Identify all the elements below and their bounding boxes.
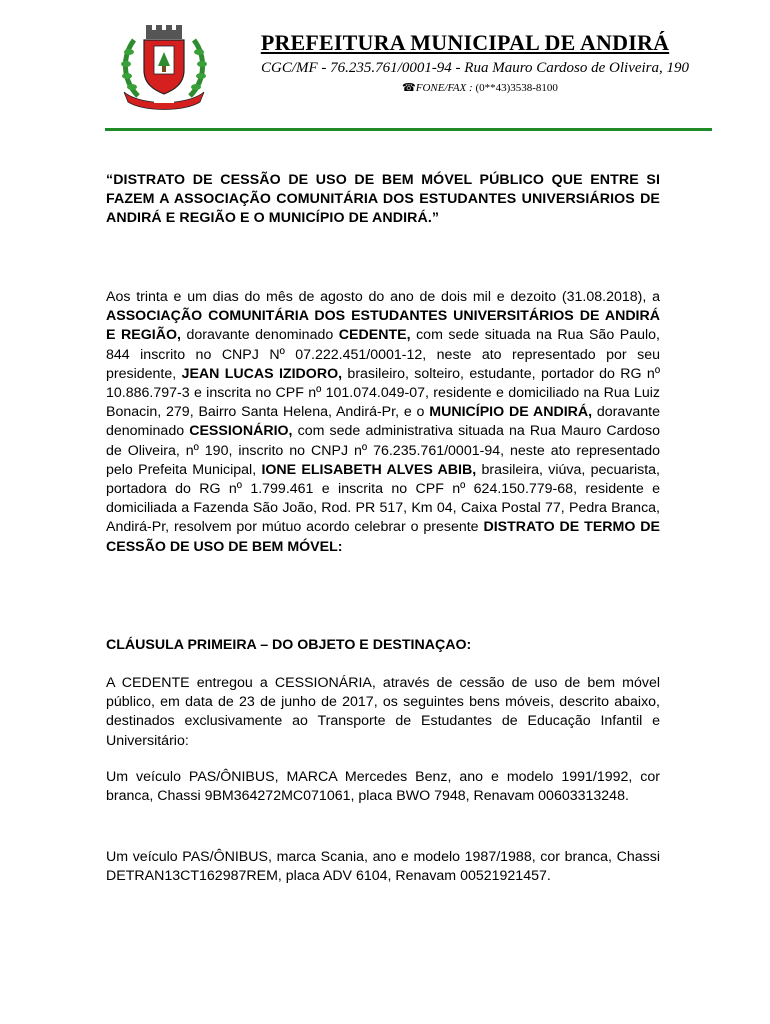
- phone-number: (0**43)3538-8100: [475, 82, 558, 94]
- intro-text: com sede situada na Rua São Paulo, 844 inscrito no CNPJ Nº 07.222.451/0001-12, neste ato representado por seu presidente,: [106, 327, 660, 382]
- intro-bold: MUNICÍPIO DE ANDIRÁ,: [429, 404, 593, 421]
- intro-bold: JEAN LUCAS IZIDORO,: [181, 365, 343, 382]
- intro-bold: ASSOCIAÇÃO COMUNITÁRIA DOS ESTUDANTES UNIVERSITÁRIOS DE ANDIRÁ E REGIÃO,: [106, 308, 660, 344]
- intro-text: com sede administrativa situada na Rua Mauro Cardoso de Oliveira, nº 190, inscrito no CNPJ nº 76.235.761/0001-94, neste ato representado pelo Prefeita Municipal,: [106, 423, 660, 478]
- clause-paragraph: A CEDENTE entregou a CESSIONÁRIA, através de cessão de uso de bem móvel público, em data de 23 de junho de 2017, os seguintes bens móveis, descrito abaixo, destinados exclusivamente ao Transporte de Estudantes de Educação Infantil e Universitário:: [106, 675, 660, 749]
- intro-text: brasileiro, solteiro, estudante, portador do RG nº 10.886.797-3 e inscrita no CPF nº 101.074.049-07, residente e domiciliado na Rua Luiz Bonacin, 279, Bairro Santa Helena, Andirá-Pr, e o: [106, 365, 661, 421]
- intro-bold: IONE ELISABETH ALVES ABIB,: [261, 461, 477, 478]
- letterhead-phone: [220, 81, 710, 95]
- intro-text: doravante denominado: [106, 404, 660, 440]
- intro-bold: CEDENTE,: [338, 327, 411, 344]
- intro-bold: DISTRATO DE TERMO DE CESSÃO DE USO DE BEM MÓVEL:: [106, 519, 660, 555]
- intro-paragraph: [106, 288, 660, 557]
- intro-text: brasileira, viúva, pecuarista, portadora do RG nº 1.799.461 e inscrita no CPF nº 624.150.779-68, residente e domiciliada a Fazenda São João, Rod. PR 517, Km 04, Caixa Postal 77, Pedra Branca, Andirá-Pr, resolvem por mútuo acordo celebrar o presente: [106, 461, 660, 536]
- vehicle-item: Um veículo PAS/ÔNIBUS, MARCA Mercedes Benz, ano e modelo 1991/1992, cor branca, Chassi 9BM364272MC071061, placa BWO 7948, Renavam 00603313248.: [106, 769, 660, 805]
- letterhead-title: PREFEITURA MUNICIPAL DE ANDIRÁ: [260, 30, 670, 55]
- vehicle-item: Um veículo PAS/ÔNIBUS, marca Scania, ano e modelo 1987/1988, cor branca, Chassi DETRAN13CT162987REM, placa ADV 6104, Renavam 00521921457.: [106, 849, 660, 885]
- intro-text: doravante denominado: [180, 327, 339, 344]
- clause-heading: CLÁUSULA PRIMEIRA – DO OBJETO E DESTINAÇAO:: [106, 637, 472, 653]
- header-divider: [105, 128, 712, 131]
- intro-text: Aos trinta e um dias do mês de agosto do ano de dois mil e dezoito (31.08.2018), a: [106, 289, 660, 305]
- phone-label: FONE/FAX :: [415, 82, 473, 94]
- document-title: “DISTRATO DE CESSÃO DE USO DE BEM MÓVEL PÚBLICO QUE ENTRE SI FAZEM A ASSOCIAÇÃO COMUNITÁRIA DOS ESTUDANTES UNIVERSIÁRIOS DE ANDIRÁ E REGIÃO E O MUNICÍPIO DE ANDIRÁ.”: [106, 172, 660, 227]
- intro-bold: CESSIONÁRIO,: [189, 423, 293, 440]
- telephone-icon: ☎: [402, 82, 416, 94]
- letterhead: [220, 30, 710, 95]
- municipal-coat-of-arms-icon: [118, 22, 210, 112]
- letterhead-address: CGC/MF - 76.235.761/0001-94 - Rua Mauro Cardoso de Oliveira, 190: [260, 60, 690, 76]
